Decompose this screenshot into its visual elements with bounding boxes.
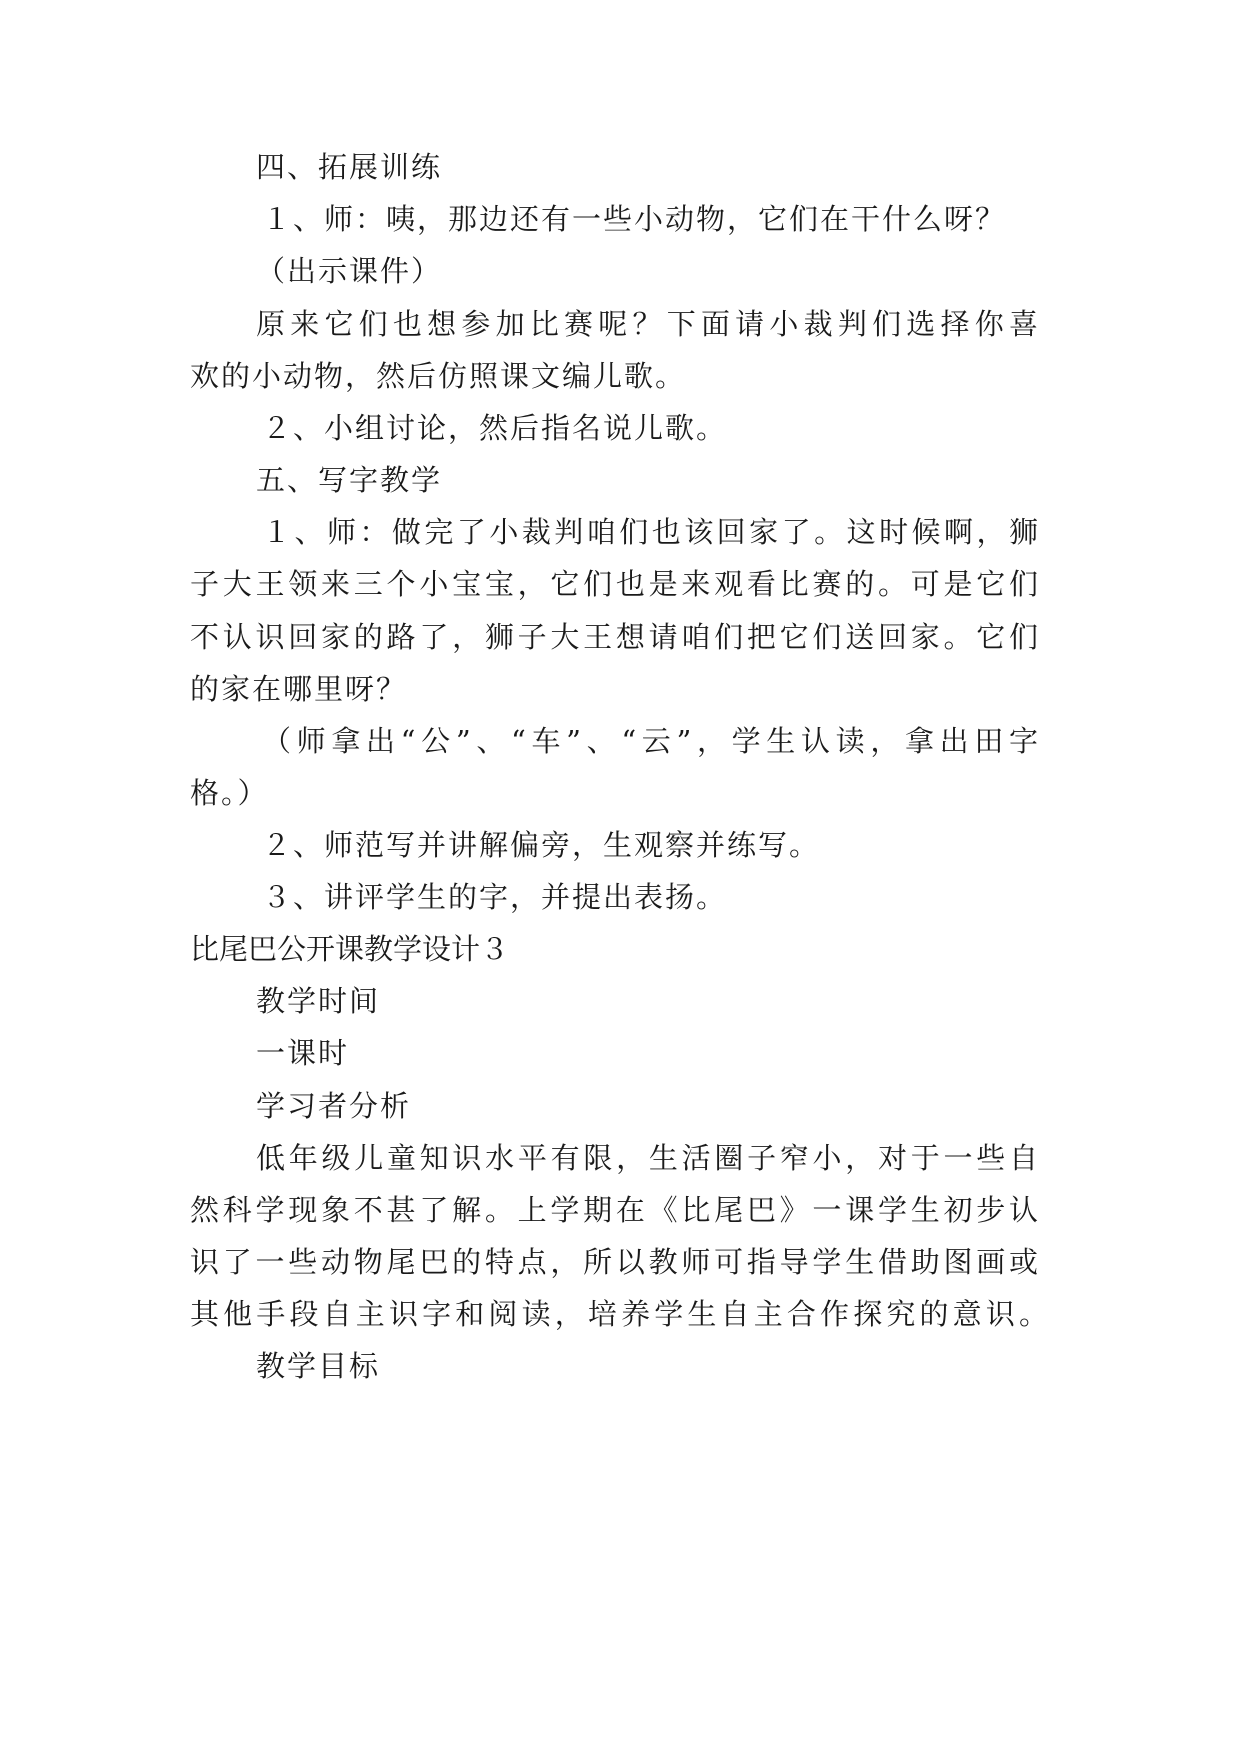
subheading-learner-analysis: 学习者分析 — [256, 1089, 412, 1123]
paragraph-line: （师拿出“公”、“车”、“云”，学生认读，拿出田字 — [262, 724, 1040, 758]
paragraph-line: 一课时 — [256, 1036, 350, 1070]
paragraph-line: ２、师范写并讲解偏旁，生观察并练写。 — [262, 828, 821, 862]
paragraph-line: 然科学现象不甚了解。上学期在《比尾巴》一课学生初步认 — [190, 1193, 1040, 1227]
paragraph-line: １、师：做完了小裁判咱们也该回家了。这时候啊，狮 — [262, 515, 1040, 549]
subheading-teaching-time: 教学时间 — [256, 984, 381, 1018]
paragraph-line: ３、讲评学生的字，并提出表扬。 — [262, 880, 728, 914]
paragraph-line: 子大王领来三个小宝宝，它们也是来观看比赛的。可是它们 — [190, 567, 1040, 601]
section-heading-extension-training: 四、拓展训练 — [256, 150, 443, 184]
paragraph-line: 识了一些动物尾巴的特点，所以教师可指导学生借助图画或 — [190, 1245, 1040, 1279]
paragraph-line: 格。） — [190, 776, 269, 810]
paragraph-line: 其他手段自主识字和阅读，培养学生自主合作探究的意识。 — [190, 1297, 1050, 1331]
document-section-title: 比尾巴公开课教学设计３ — [190, 932, 510, 966]
paragraph-line: 欢的小动物，然后仿照课文编儿歌。 — [190, 359, 687, 393]
paragraph-line: 低年级儿童知识水平有限，生活圈子窄小，对于一些自 — [256, 1141, 1040, 1175]
paragraph-line: 的家在哪里呀？ — [190, 672, 408, 706]
paragraph-line: （出示课件） — [256, 254, 443, 288]
paragraph-line: 不认识回家的路了，狮子大王想请咱们把它们送回家。它们 — [190, 620, 1040, 654]
paragraph-line: 原来它们也想参加比赛呢？下面请小裁判们选择你喜 — [256, 307, 1040, 341]
subheading-teaching-objectives: 教学目标 — [256, 1349, 381, 1383]
paragraph-line: １、师：咦，那边还有一些小动物，它们在干什么呀？ — [262, 202, 1007, 236]
paragraph-line: ２、小组讨论，然后指名说儿歌。 — [262, 411, 728, 445]
section-heading-writing-teaching: 五、写字教学 — [256, 463, 443, 497]
